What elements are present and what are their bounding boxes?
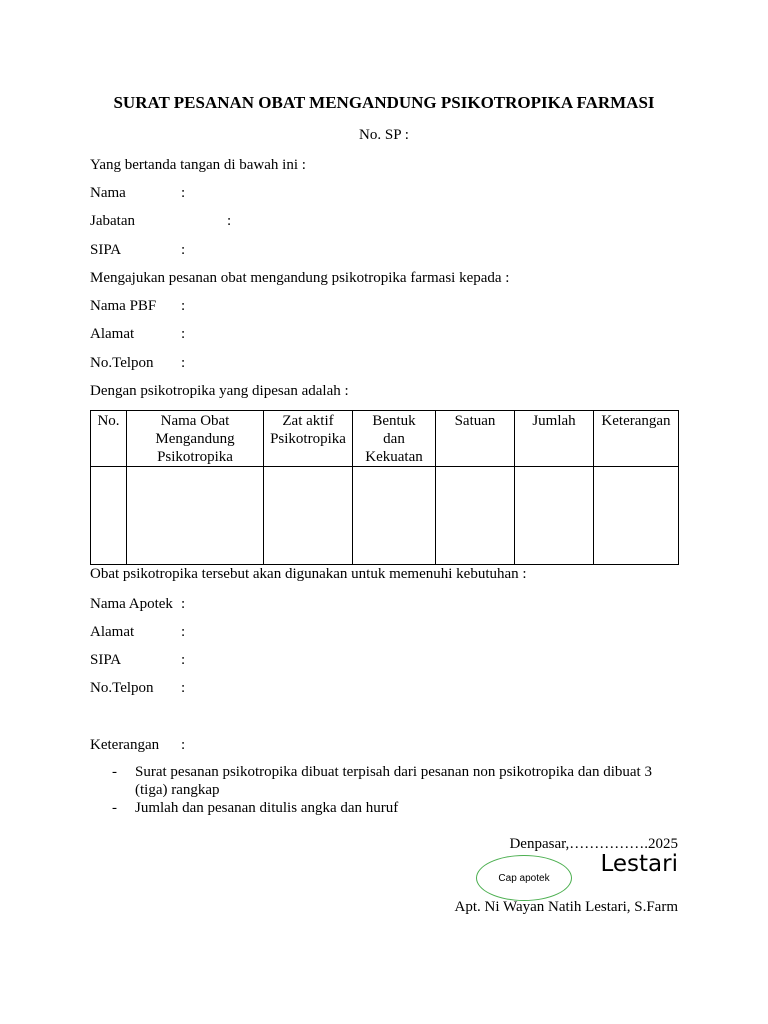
list-dash: - <box>112 800 117 816</box>
table-header-row <box>91 411 679 467</box>
signer-sipa-colon: : <box>181 242 186 258</box>
signature: Lestari <box>600 851 678 877</box>
pbf-name-colon: : <box>181 298 186 314</box>
pharmacy-stamp <box>476 855 572 901</box>
usage-line: Obat psikotropika tersebut akan digunakan untuk memenuhi kebutuhan : <box>90 566 527 582</box>
pharmacy-name-label: Nama Apotek <box>90 596 173 612</box>
note-text-line1: Surat pesanan psikotropika dibuat terpisah dari pesanan non psikotropika dan dibuat 3 <box>135 764 652 780</box>
pharmacy-phone-label: No.Telpon <box>90 680 154 696</box>
list-item <box>90 799 680 817</box>
note-text-line1: Jumlah dan pesanan ditulis angka dan huruf <box>135 800 399 816</box>
document-title: SURAT PESANAN OBAT MENGANDUNG PSIKOTROPIKA FARMASI <box>113 93 655 112</box>
header-no: No. <box>91 411 127 467</box>
signer-name-label: Nama <box>90 185 126 201</box>
note-text-line2: (tiga) rangkap <box>135 782 220 798</box>
place-date: Denpasar,…………….2025 <box>509 836 678 852</box>
list-item <box>90 763 680 799</box>
pharmacy-address-colon: : <box>181 624 186 640</box>
order-number-label: No. SP : <box>359 127 409 143</box>
header-form-strength: Bentuk dan Kekuatan <box>353 411 436 467</box>
header-unit: Satuan <box>436 411 515 467</box>
table-row <box>91 467 679 565</box>
table-cell[interactable] <box>515 467 594 565</box>
list-dash: - <box>112 764 117 780</box>
header-remarks: Keterangan <box>594 411 679 467</box>
header-active-substance: Zat aktif Psikotropika <box>264 411 353 467</box>
pbf-name-label: Nama PBF <box>90 298 157 314</box>
pbf-address-label: Alamat <box>90 326 135 342</box>
notes-colon: : <box>181 737 186 753</box>
header-drug-name: Nama Obat Mengandung Psikotropika <box>127 411 264 467</box>
intro-text: Yang bertanda tangan di bawah ini : <box>90 157 306 173</box>
table-cell[interactable] <box>436 467 515 565</box>
stamp-text: Cap apotek <box>498 872 550 884</box>
signer-name-colon: : <box>181 185 186 201</box>
pharmacy-phone-colon: : <box>181 680 186 696</box>
pbf-phone-label: No.Telpon <box>90 355 154 371</box>
pbf-phone-colon: : <box>181 355 186 371</box>
signer-sipa-label: SIPA <box>90 242 122 258</box>
notes-list <box>90 763 680 817</box>
pharmacy-sipa-label: SIPA <box>90 652 122 668</box>
table-cell[interactable] <box>264 467 353 565</box>
pharmacy-address-label: Alamat <box>90 624 135 640</box>
signer-position-label: Jabatan <box>90 213 135 229</box>
ordered-line: Dengan psikotropika yang dipesan adalah : <box>90 383 349 399</box>
notes-label: Keterangan <box>90 737 160 753</box>
pharmacy-name-colon: : <box>181 596 186 612</box>
signer-name: Apt. Ni Wayan Natih Lestari, S.Farm <box>454 899 678 915</box>
pbf-address-colon: : <box>181 326 186 342</box>
header-quantity: Jumlah <box>515 411 594 467</box>
table-cell[interactable] <box>91 467 127 565</box>
table-cell[interactable] <box>353 467 436 565</box>
table-cell[interactable] <box>594 467 679 565</box>
pharmacy-sipa-colon: : <box>181 652 186 668</box>
order-table <box>90 410 679 565</box>
submit-line: Mengajukan pesanan obat mengandung psikotropika farmasi kepada : <box>90 270 510 286</box>
table-cell[interactable] <box>127 467 264 565</box>
signer-position-colon: : <box>227 213 232 229</box>
